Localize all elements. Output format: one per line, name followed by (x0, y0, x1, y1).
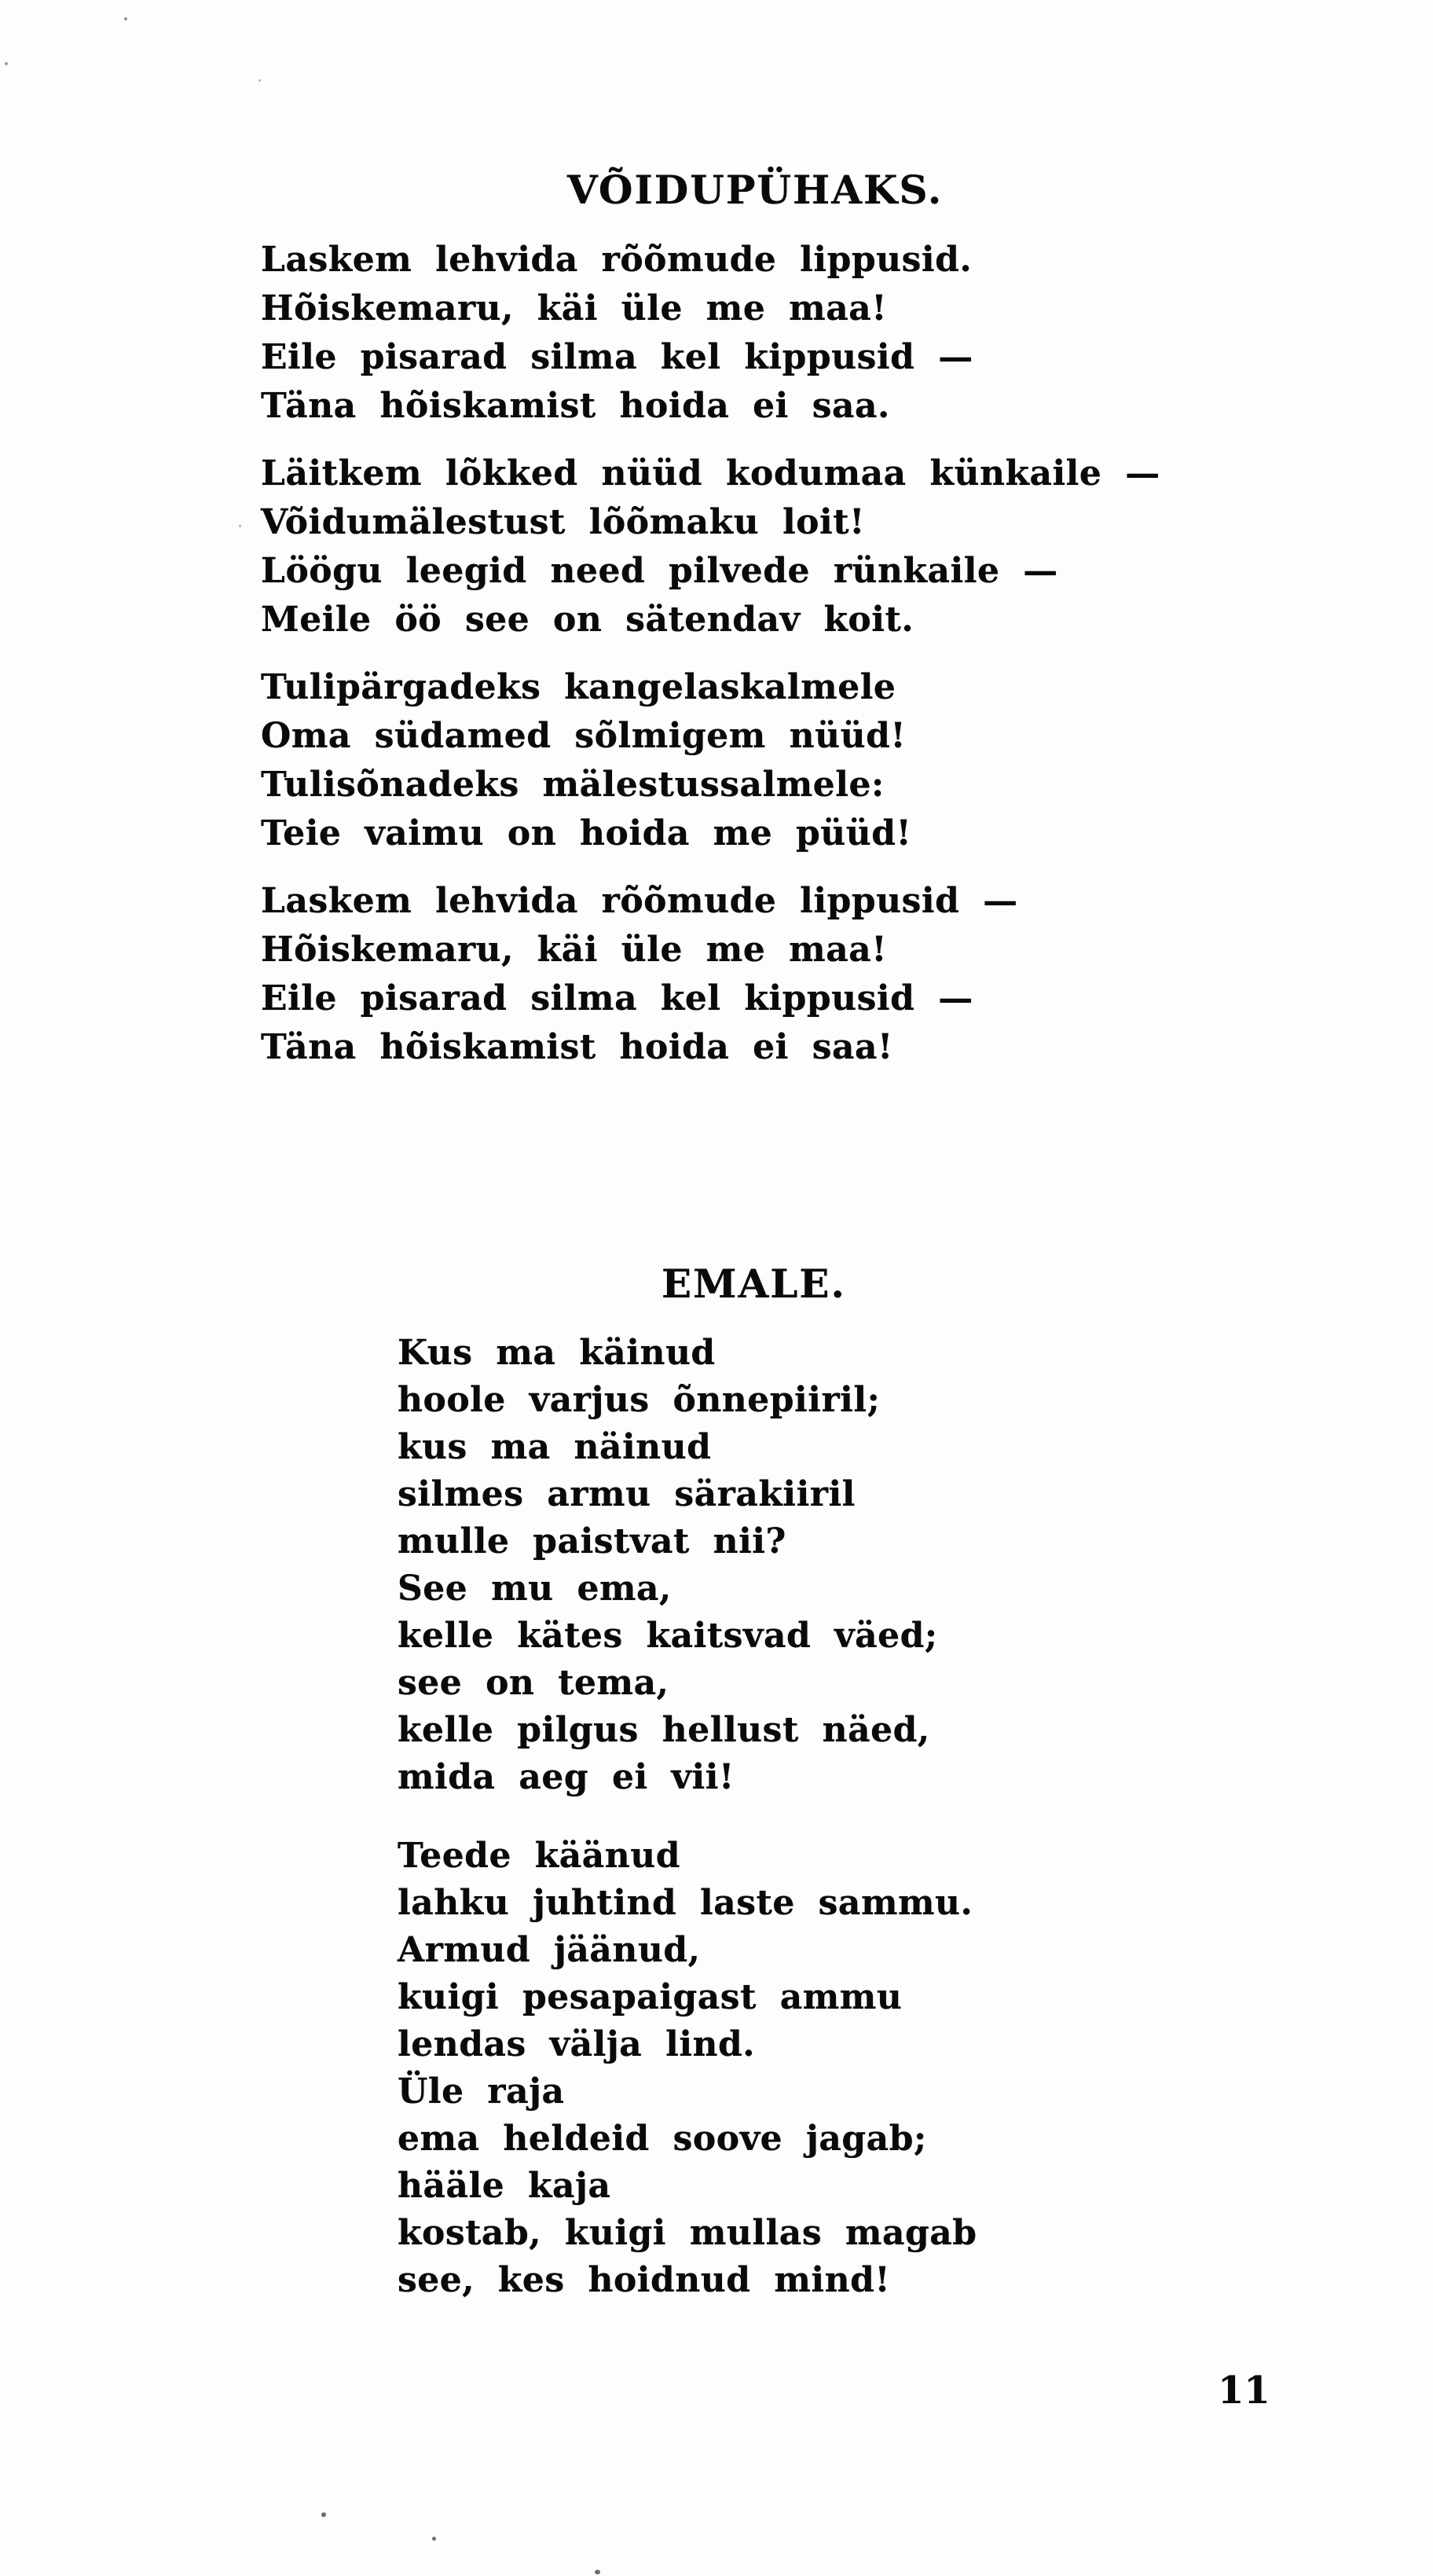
scan-speck (595, 2570, 600, 2574)
scan-speck (321, 2512, 326, 2517)
poem-line: Täna hõiskamist hoida ei saa! (261, 1027, 893, 1067)
poem-line: Tulipärgadeks kangelaskalmele (261, 667, 896, 707)
poem-line: kelle kätes kaitsvad väed; (398, 1616, 938, 1656)
scan-speck (239, 525, 241, 527)
stanza (261, 663, 1160, 858)
stanza (261, 236, 1160, 431)
poem-emale (398, 1330, 977, 2336)
poem-line: Löögu leegid need pilvede rünkaile — (261, 551, 1058, 591)
poem-line: lahku juhtind laste sammu. (398, 1883, 973, 1923)
poem-line: Hõiskemaru, käi üle me maa! (261, 288, 888, 328)
scan-speck (5, 62, 8, 65)
poem-line: see, kes hoidnud mind! (398, 2260, 891, 2300)
poem-line: kus ma näinud (398, 1427, 712, 1467)
poem-line: Eile pisarad silma kel kippusid — (261, 978, 973, 1018)
poem-line: Täna hõiskamist hoida ei saa. (261, 386, 890, 426)
poem-line: kostab, kuigi mullas magab (398, 2213, 977, 2253)
poem-line: Teie vaimu on hoida me püüd! (261, 813, 912, 853)
poem-line: Läitkem lõkked nüüd kodumaa künkaile — (261, 453, 1160, 494)
poem-line: Meile öö see on sätendav koit. (261, 600, 914, 640)
poem-line: Laskem lehvida rõõmude lippusid — (261, 881, 1018, 921)
stanza (261, 450, 1160, 644)
poem-line: See mu ema, (398, 1569, 672, 1609)
poem-line: Tulisõnadeks mälestussalmele: (261, 765, 885, 805)
scan-speck (258, 79, 261, 82)
poem-line: Hõiskemaru, käi üle me maa! (261, 930, 888, 970)
poem-line: Kus ma käinud (398, 1333, 716, 1373)
poem-line: ema heldeid soove jagab; (398, 2119, 927, 2159)
poem-line: Eile pisarad silma kel kippusid — (261, 337, 973, 377)
poem-line: mulle paistvat nii? (398, 1521, 786, 1561)
poem-line: see on tema, (398, 1663, 669, 1703)
poem-line: kuigi pesapaigast ammu (398, 1977, 903, 2017)
poem-voidupuhaks (261, 236, 1160, 1091)
poem-line: silmes armu särakiiril (398, 1474, 856, 1514)
stanza (261, 877, 1160, 1072)
poem-line: kelle pilgus hellust näed, (398, 1710, 930, 1750)
poem-line: Armud jäänud, (398, 1930, 701, 1970)
poem-line: lendas välja lind. (398, 2024, 756, 2064)
poem-line: Oma südamed sõlmigem nüüd! (261, 716, 907, 756)
page-number: 11 (1218, 2369, 1270, 2413)
poem-line: hääle kaja (398, 2166, 611, 2206)
poem-line: Võidumälestust lõõmaku loit! (261, 502, 865, 542)
scan-speck (124, 17, 127, 20)
stanza (398, 1833, 977, 2304)
poem-line: Teede käänud (398, 1836, 681, 1876)
poem-title-emale: EMALE. (662, 1260, 846, 1307)
poem-line: Üle raja (398, 2071, 565, 2112)
poem-line: Laskem lehvida rõõmude lippusid. (261, 240, 973, 280)
scan-speck (432, 2537, 436, 2541)
poem-line: mida aeg ei vii! (398, 1757, 735, 1797)
poem-title-voidupuhaks: VÕIDUPÜHAKS. (567, 166, 944, 213)
stanza (398, 1330, 977, 1801)
poem-line: hoole varjus õnnepiiril; (398, 1380, 881, 1420)
